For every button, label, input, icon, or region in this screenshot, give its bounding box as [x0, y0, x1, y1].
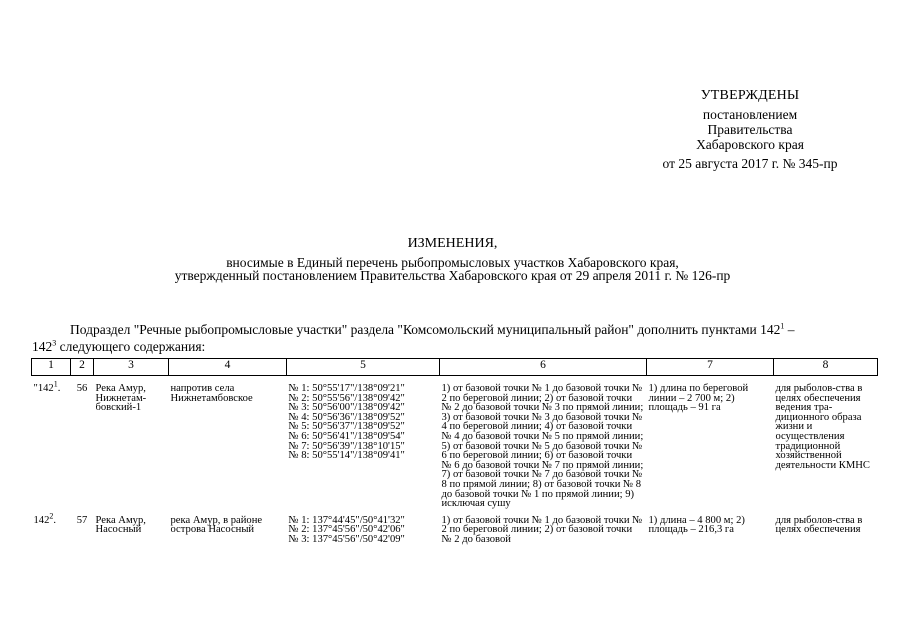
site-borders: 1) от базовой точки № 1 до базовой точки № 2 по береговой линии; 2) от базовой точки № 2 до базовой точки № 3 по прямой линии; 3) от базовой точки № 3 до базовой точки № 4 по береговой линии; 4) от базовой точки № 4 до базовой точки № 5 по прямой линии; 5) от базовой точки № 5 до базовой точки № 6 по береговой линии; 6) от базовой точки № 6 до базовой точки № 7 по прямой линии; 7) от базовой точки № 7 до базовой точки № 8 по прямой линии; 8) от базовой точки № 8 до базовой точки № 1 по прямой линии; 9) исключая сушу	[441, 383, 644, 510]
intro-sup-2: 3	[52, 338, 57, 348]
approval-date: от 25 августа 2017 г. № 345-пр	[662, 156, 838, 171]
site-size: 1) длина – 4 800 м; 2) площадь – 216,3 га	[648, 514, 745, 536]
site-name: Река Амур, Нижнетам-бовский-1	[95, 383, 147, 414]
intro-text-end: следующего содержания:	[56, 339, 206, 354]
column-header: 7	[647, 359, 774, 376]
intro-sup-1: 1	[780, 321, 785, 331]
site-purpose: для рыболов-ства в целях обеспечения ведения тра-диционного образа жизни и осуществления традиционной хозяйственной деятельности КМНС	[775, 383, 870, 471]
subtitle-line-2: утвержденный постановлением Правительства Хабаровского края от 29 апреля 2011 г. № 126-пр	[174, 268, 731, 283]
table-row	[32, 515, 878, 551]
intro-paragraph	[32, 321, 877, 355]
column-header: 4	[169, 359, 287, 376]
site-purpose: для рыболов-ства в целях обеспечения	[775, 514, 863, 536]
site-name: Река Амур, Насосный	[95, 514, 146, 536]
item-number: $142^2$.	[33, 511, 57, 526]
column-header: 8	[774, 359, 878, 376]
table-row	[32, 383, 878, 515]
intro-dash: –	[784, 322, 795, 337]
sites-table	[31, 358, 878, 551]
column-header: 2	[71, 359, 94, 376]
site-location: река Амур, в районе острова Насосный	[170, 514, 263, 536]
column-header: 6	[440, 359, 647, 376]
column-header: 5	[287, 359, 440, 376]
column-header: 1	[32, 359, 71, 376]
column-header: 3	[94, 359, 169, 376]
subtitle-line-1: вносимые в Единый перечень рыбопромысловых участков Хабаровского края,	[226, 255, 679, 270]
site-size: 1) длина по береговой линии – 2 700 м; 2) площадь – 91 га	[648, 383, 749, 414]
item-number: "$142^1$.	[33, 379, 61, 394]
intro-text: Подраздел "Речные рыбопромысловые участки" раздела "Комсомольский муниципальный район" дополнить пунктами 142	[70, 322, 781, 337]
site-coordinates: № 1: 137°44'45"/50°41'32" № 2: 137°45'56"/50°42'06" № 3: 137°45'56"/50°42'09"	[288, 514, 405, 545]
intro-item-end: 142	[32, 339, 53, 354]
site-number: 56	[76, 383, 88, 394]
document-subtitle	[90, 256, 815, 282]
site-number: 57	[76, 514, 88, 526]
approval-heading: УТВЕРЖДЕНЫ	[700, 88, 800, 103]
site-location: напротив села Нижнетамбовское	[170, 383, 253, 404]
approval-line-1: постановлением	[702, 107, 798, 122]
site-borders: 1) от базовой точки № 1 до базовой точки № 2 по береговой линии; 2) от базовой точки № 2 до базовой	[441, 514, 643, 545]
approval-line-2: Правительства	[707, 122, 793, 137]
document-title: ИЗМЕНЕНИЯ,	[407, 236, 498, 251]
site-coordinates: № 1: 50°55'17"/138°09'21" № 2: 50°55'56"/138°09'42" № 3: 50°56'00"/138°09'42" № 4: 50°56'36"/138°09'52" № 5: 50°56'37"/138°09'52" № 6: 50°56'41"/138°09'54" № 7: 50°56'39"/138°10'15" № 8: 50°55'14"/138°09'41"	[288, 383, 405, 462]
approval-block	[630, 88, 870, 171]
approval-line-3: Хабаровского края	[696, 137, 804, 152]
table-header-row	[32, 359, 878, 376]
